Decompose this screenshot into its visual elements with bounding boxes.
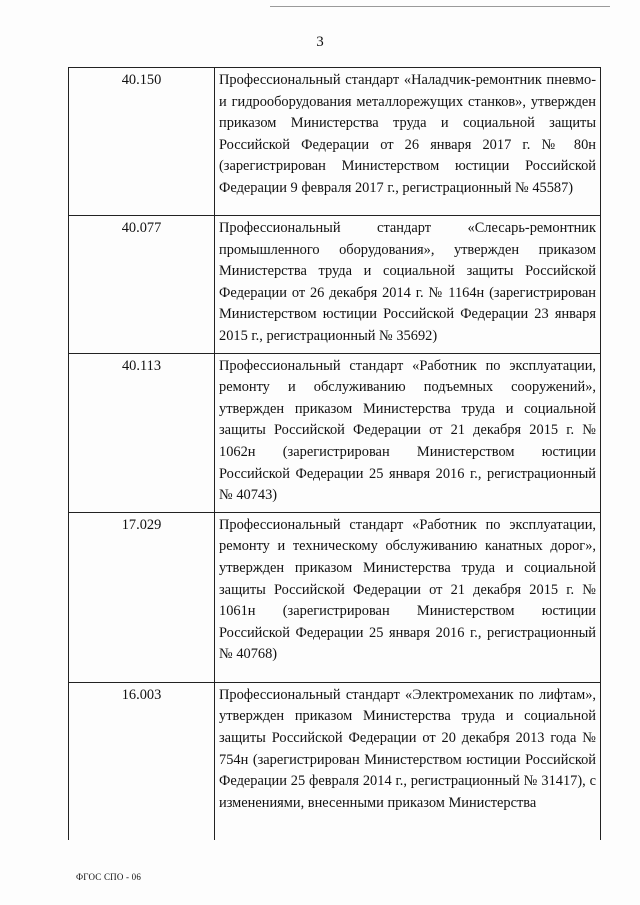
standards-table xyxy=(68,67,601,840)
standard-description: Профессиональный стандарт «Наладчик-ремонтник пневмо- и гидрооборудования металлорежущих станков», утвержден приказом Министерства труда и социальной защиты Российской Федерации от 26 января 2017 г. № 80н (зарегистрирован Министерством юстиции Российской Федерации 9 февраля 2017 г., регистрационный № 45587) xyxy=(215,68,601,216)
standard-code: 17.029 xyxy=(69,512,215,682)
page-number: 3 xyxy=(316,34,324,50)
table-row xyxy=(69,216,601,354)
standard-description: Профессиональный стандарт «Слесарь-ремонтник промышленного оборудования», утвержден приказом Министерства труда и социальной защиты Российской Федерации от 26 декабря 2014 г. № 1164н (зарегистрирован Министерством юстиции Российской Федерации 23 января 2015 г., регистрационный № 35692) xyxy=(215,216,601,354)
standard-code: 40.113 xyxy=(69,353,215,512)
standard-description: Профессиональный стандарт «Работник по эксплуатации, ремонту и техническому обслуживанию канатных дорог», утвержден приказом Министерства труда и социальной защиты Российской Федерации от 21 декабря 2015 г. № 1061н (зарегистрирован Министерством юстиции Российской Федерации 25 января 2016 г., регистрационный № 40768) xyxy=(215,512,601,682)
scan-edge-line xyxy=(270,6,610,7)
standard-description: Профессиональный стандарт «Электромеханик по лифтам», утвержден приказом Министерства труда и социальной защиты Российской Федерации от 20 декабря 2013 года № 754н (зарегистрирован Министерством юстиции Российской Федерации 25 февраля 2014 г., регистрационный № 31417), с изменениями, внесенными приказом Министерства xyxy=(215,682,601,840)
standard-code: 40.077 xyxy=(69,216,215,354)
table-row xyxy=(69,68,601,216)
table-row xyxy=(69,512,601,682)
table-row xyxy=(69,353,601,512)
document-footer: ФГОС СПО - 06 xyxy=(76,872,142,882)
standard-description: Профессиональный стандарт «Работник по эксплуатации, ремонту и обслуживанию подъемных сооружений», утвержден приказом Министерства труда и социальной защиты Российской Федерации от 21 декабря 2015 г. № 1062н (зарегистрирован Министерством юстиции Российской Федерации 25 января 2016 г., регистрационный № 40743) xyxy=(215,353,601,512)
standard-code: 16.003 xyxy=(69,682,215,840)
table-row xyxy=(69,682,601,840)
standard-code: 40.150 xyxy=(69,68,215,216)
